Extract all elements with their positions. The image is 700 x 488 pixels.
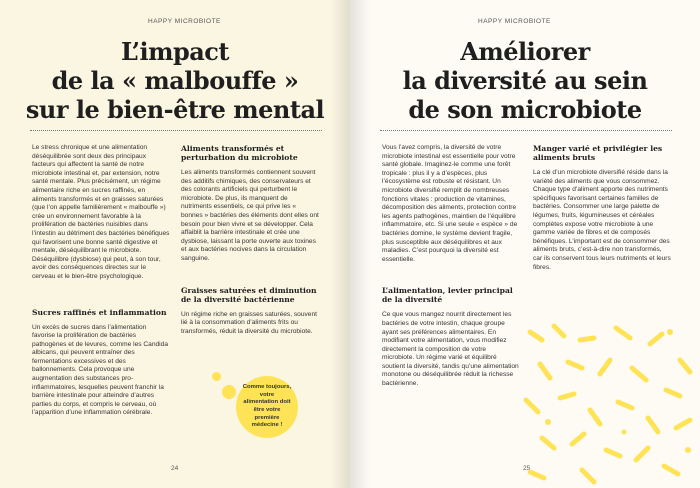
callout-text: Comme toujours, votre alimentation doit être votre première médecine ! <box>242 384 292 429</box>
section-text: La clé d’un microbiote diversifié réside dans la variété des aliments que vous consommez. Chaque type d’aliment apporte des nutriments spécifiques favorisant certaines familles de bactéries. Consommer une large palette de légumes, fruits, légumineuses et céréales complètes expose votre microbiote à une gamme variée de fibres et de composés bénéfiques. L’important est de consommer des aliments bruts, c’est-à-dire non transformés, car ils conservent tous leurs nutriments et leurs fibres. <box>533 169 671 271</box>
section-text: Ce que vous mangez nourrit directement les bactéries de votre intestin, chaque groupe ayant ses préférences alimentaires. En modifiant votre alimentation, vous modifiez directement la composition de votre microbiote. Un régime varié et équilibré soutient la diversité, tandis qu’une alimentation monotone ou déséquilibrée réduit la richesse bactérienne. <box>382 311 519 388</box>
section-heading: Graisses saturées et diminution de la diversité bactérienne <box>181 285 317 304</box>
microbe-shape <box>632 368 646 380</box>
title-line: L’impact <box>120 37 230 66</box>
decorative-bubble <box>222 385 236 399</box>
section-text: Un régime riche en graisses saturées, souvent lié à la consommation d’aliments frits ou transformés, réduit la diversité du microbiote. <box>181 310 317 335</box>
microbe-shape <box>616 328 630 338</box>
divider <box>380 130 672 131</box>
intro-paragraph: Le stress chronique et une alimentation déséquilibrée sont deux des principaux facteurs qui affectent la santé de notre microbiote intestinal et, par extension, notre santé mentale. Plus précisément, un régime alimentaire riche en sucres raffinés, en aliments transformés et en graisses saturées (que l’on appelle familièrement « malbouffe ») crée un environnement favorable à la prolifération de bactéries nuisibles dans l’intestin au détriment des bactéries bénéfiques qui favorisent une bonne santé digestive et mentale, déséquilibrant le microbiote. Déséquilibre (dysbiose) qui peut, à son tour, avoir des conséquences directes sur le cerveau et le bien-être psychologique. <box>32 144 170 280</box>
page-title <box>350 37 700 124</box>
running-head: HAPPY MICROBIOTE <box>478 18 551 25</box>
microbe-shape <box>680 360 690 372</box>
microbe-shape <box>530 472 544 478</box>
column-left <box>32 144 170 418</box>
microbe-shape <box>526 400 538 412</box>
microbe-shape <box>572 434 584 444</box>
page-title <box>0 37 350 124</box>
microbe-shape <box>560 394 574 398</box>
decorative-bubble <box>212 372 221 381</box>
callout-bubble <box>236 376 298 438</box>
section-heading: Manger varié et privilégier les aliments bruts <box>533 144 663 162</box>
microbe-shape <box>582 470 594 482</box>
title-line: sur le bien-être mental <box>25 95 325 124</box>
microbe-dot <box>622 430 627 435</box>
microbe-shape <box>650 334 662 344</box>
running-head: HAPPY MICROBIOTE <box>148 18 221 25</box>
title-line: Améliorer <box>460 37 590 66</box>
section-text: Un excès de sucres dans l’alimentation favorise la prolifération de bactéries pathogènes et de levures, comme les Candida albicans, qui peuvent entraîner des fermentations excessives et des ballonnements. Cela provoque une augmentation des substances pro-inflammatoires, lesquelles peuvent franchir la barrière intestinale pour atteindre d’autres parties du corps, et compris le cerveau, où l’apparition d’une inflammation cérébrale. <box>32 323 168 417</box>
microbe-shape <box>664 466 678 474</box>
divider <box>30 130 322 131</box>
microbe-shape <box>636 448 648 460</box>
microbe-shape <box>606 450 620 456</box>
microbe-shape <box>618 402 632 408</box>
title-line: la diversité au sein <box>402 66 648 95</box>
microbe-dot <box>667 329 673 335</box>
microbe-shape <box>568 362 582 368</box>
microbe-shape <box>600 360 610 374</box>
microbe-dot <box>685 447 691 453</box>
section-heading: Sucres raffinés et inflammation <box>32 307 167 317</box>
microbe-shape <box>540 364 550 378</box>
microbe-shape <box>676 420 690 428</box>
microbe-dot <box>545 419 551 425</box>
microbe-shape <box>666 390 680 396</box>
title-line: de son microbiote <box>408 95 642 124</box>
section-heading: L’alimentation, levier principal de la diversité <box>382 286 513 305</box>
section-heading: Aliments transformés et perturbation du microbiote <box>181 144 298 162</box>
column-left <box>382 144 520 389</box>
microbe-shape <box>554 326 564 336</box>
page-number: 25 <box>523 465 531 472</box>
microbe-shape <box>590 410 600 424</box>
column-right <box>181 144 319 336</box>
column-right <box>533 144 671 272</box>
page-number: 24 <box>171 465 179 472</box>
microbe-shape <box>542 438 554 448</box>
section-text: Les aliments transformés contiennent souvent des additifs chimiques, des conservateurs et des colorants artificiels qui perturbent le microbiote. De plus, ils manquent de nutriments essentiels, ce qui prive les « bonnes » bactéries des éléments dont elles ont besoin pour bien vivre et se développer. Cela affaiblit la barrière intestinale et crée une dysbiose, laissant la porte ouverte aux toxines et aux bactéries nocives dans la circulation sanguine. <box>181 169 319 262</box>
title-line: de la « malbouffe » <box>51 66 299 95</box>
microbe-shape <box>530 332 542 340</box>
microbe-shape <box>580 338 594 340</box>
microbe-shape <box>648 418 658 432</box>
microbe-illustration <box>520 320 700 488</box>
intro-paragraph: Vous l’avez compris, la diversité de votre microbiote intestinal est essentielle pour votre santé globale. Imaginez-le comme une forêt tropicale : plus il y a d’espèces, plus l’écosystème est robuste et résistant. Un microbiote diversifié remplit de nombreuses fonctions vitales : production de vitamines, décomposition des aliments, protection contre les agents pathogènes, maintien de l’équilibre inflammatoire, etc. Si une seule « espèce » de bactéries domine, le système devient fragile, plus susceptible aux déséquilibres et aux maladies. C’est pourquoi la diversité est essentielle. <box>382 144 518 263</box>
